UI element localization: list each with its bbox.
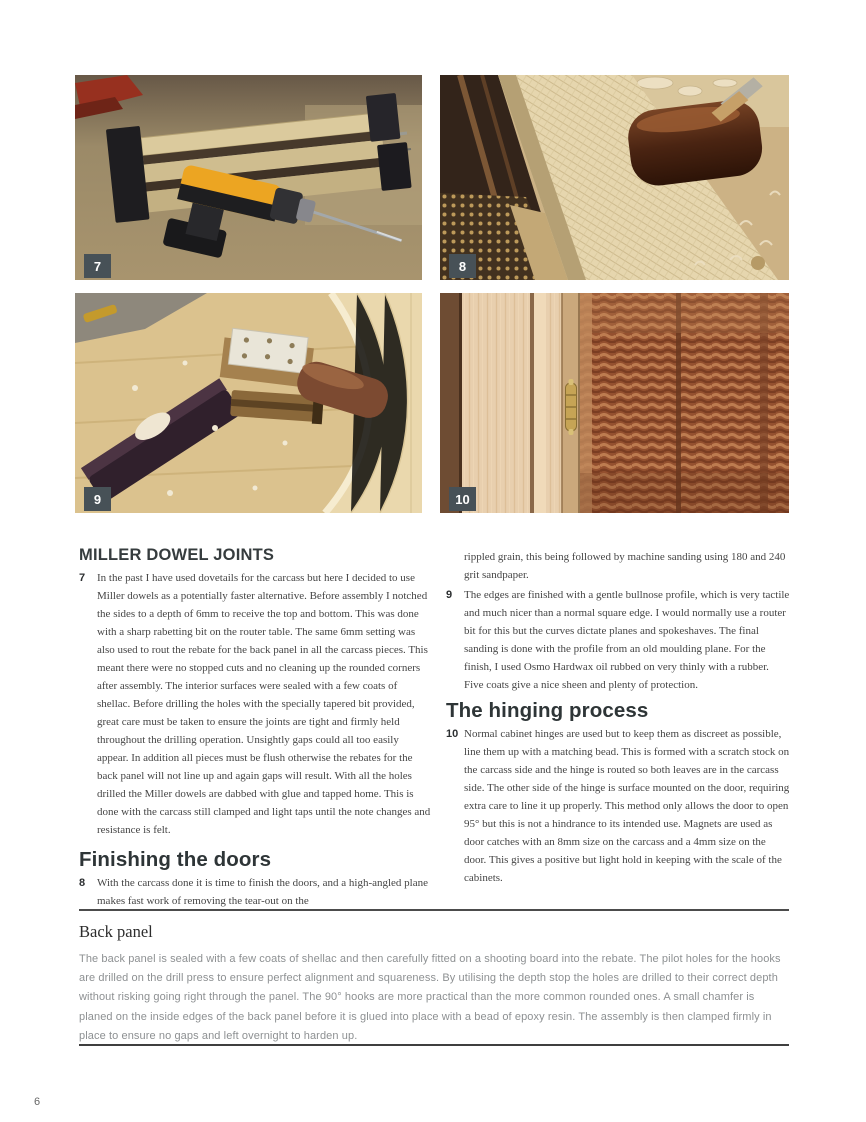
photo-number-badge: 7 xyxy=(84,254,111,278)
step-7-number: 7 xyxy=(79,572,86,584)
back-panel-title: Back panel xyxy=(79,922,153,941)
photo-hand-planes-bench xyxy=(75,293,422,513)
step-9-number: 9 xyxy=(446,589,453,601)
photo-plane-on-board xyxy=(440,75,789,280)
step-9-text: The edges are finished with a gentle bullnose profile, which is very tactile and much nicer than a normal square edge. I would normally use a router bit for this but the curves dictate planes and spokeshaves. The final sanding is done with the profile from an old moulding plane. For the finish, I used Osmo Hardwax oil rubbed on very thinly with a rubber. Five coats give a nice sheen and plenty of protection. xyxy=(464,589,790,691)
step-8-continuation: rippled grain, this being followed by machine sanding using 180 and 240 grit sandpaper. xyxy=(464,551,786,581)
section-title-the-hinging-process: The hinging process xyxy=(446,699,649,722)
step-10-number: 10 xyxy=(446,728,459,740)
photo-number-badge: 8 xyxy=(449,254,476,278)
photo-number-badge: 10 xyxy=(449,487,476,511)
photo-number-badge: 9 xyxy=(84,487,111,511)
step-7 xyxy=(79,569,431,839)
back-panel-top-rule xyxy=(79,909,789,911)
step-8-number: 8 xyxy=(79,877,86,889)
section-title-finishing-the-doors: Finishing the doors xyxy=(79,848,272,871)
section-title-miller-dowel-joints: MILLER DOWEL JOINTS xyxy=(79,546,275,564)
photo-drill-dowelling xyxy=(75,75,422,280)
step-10 xyxy=(446,725,790,887)
photo-plane-on-board-image xyxy=(440,75,789,280)
step-10-text: Normal cabinet hinges are used but to keep them as discreet as possible, line them up with a matching bead. This is formed with a scratch stock on the carcass side and the hinge is routed so both leaves are in the carcass side. The other side of the hinge is surface mounted on the door, requiring extra care to line it up properly. This method only allows the door to open 95° but this is not a hindrance to its intended use. Magnets are used as door catches with an 8mm size on the carcass and a 4mm size on the door. This gives a positive but light hold in keeping with the scale of the cabinets. xyxy=(464,728,790,884)
step-8 xyxy=(79,874,431,910)
right-column xyxy=(446,548,790,889)
back-panel-body: The back panel is sealed with a few coats of shellac and then carefully fitted on a shooting board into the rebate. The pilot holes for the hooks are drilled on the drill press to ensure perfect alignment and squareness. By utilising the depth stop the holes are drilled to their correct depth without risking going right through the panel. The 90° hooks are more practical than the more common rounded ones. A small chamfer is planed on the inside edges of the back panel before it is glued into place with a bead of epoxy resin. The assembly is then clamped firmly in place to ensure no gaps and left overnight to harden up. xyxy=(79,953,781,1042)
step-9 xyxy=(446,586,790,694)
left-column xyxy=(79,546,431,912)
back-panel-bottom-rule xyxy=(79,1044,789,1046)
photo-hinge-detail xyxy=(440,293,789,513)
step-7-text: In the past I have used dovetails for the carcass but here I decided to use Miller dowels as a potentially faster alternative. Before assembly I notched the sides to a depth of 6mm to receive the top and bottom. This was done with a sharp rabetting bit on the router table. The same 6mm setting was also used to rout the rebate for the back panel in all the carcass pieces. This meant there were no stopped cuts and no cleaning up the rounded corners after assembly. The interior surfaces were sealed with a few coats of shellac. Before drilling the holes with the specially tapered bit provided, great care must be taken to ensure the joints are tight and firmly held throughout the drilling operation. Unsightly gaps could all too easily appear. In addition all pieces must be flush otherwise the rebates for the back panel will not line up and again gaps will result. With all the holes drilled the Miller dowels are dabbed with glue and tapped home. This is done with the carcass still clamped and light taps until the note changes and resistance is felt. xyxy=(97,572,431,836)
step-8-text: With the carcass done it is time to finish the doors, and a high-angled plane makes fast work of removing the tear-out on the xyxy=(97,877,428,907)
photo-hinge-detail-image xyxy=(440,293,789,513)
page-number: 6 xyxy=(34,1096,41,1108)
photo-drill-dowelling-image xyxy=(75,75,422,280)
photo-hand-planes-bench-image xyxy=(75,293,422,513)
